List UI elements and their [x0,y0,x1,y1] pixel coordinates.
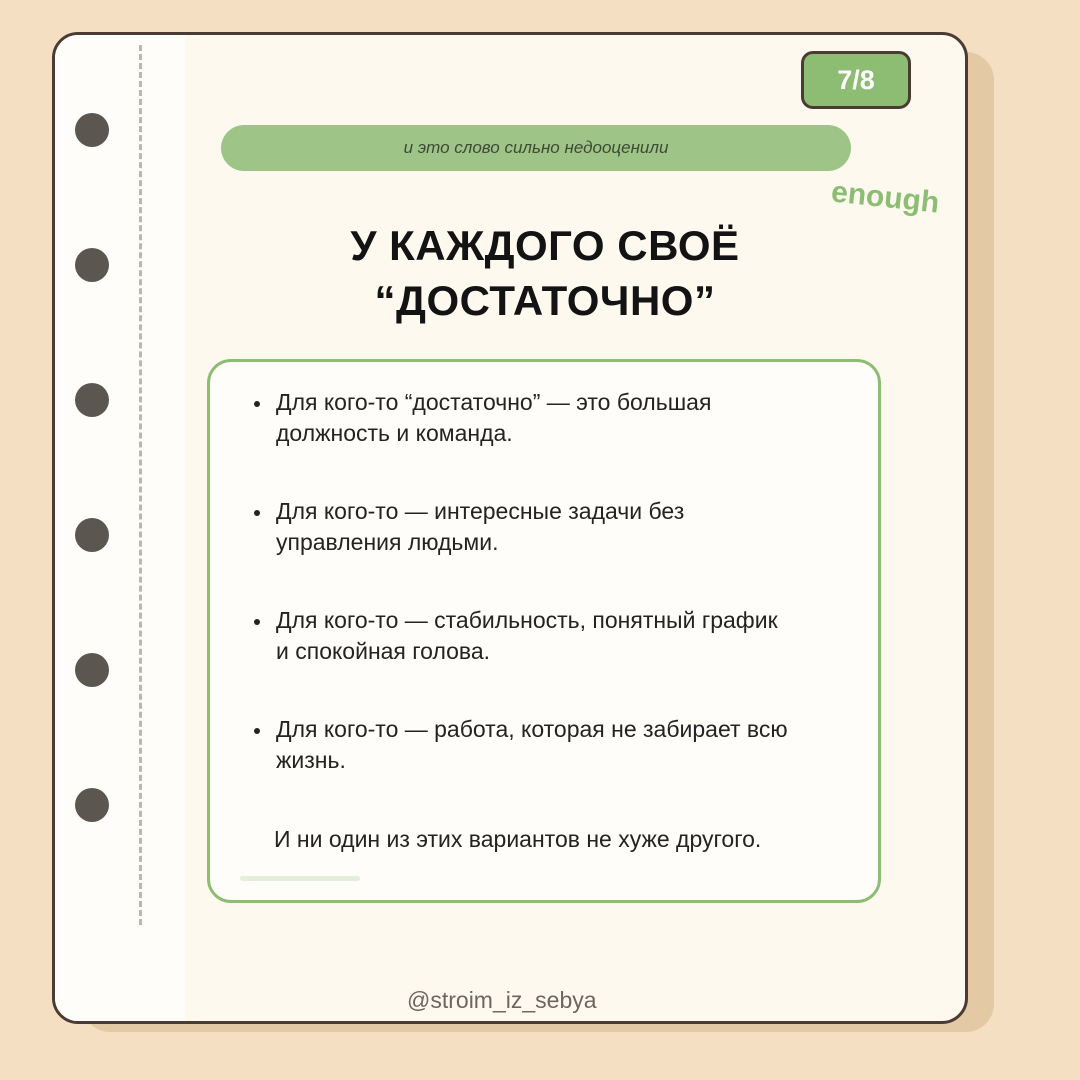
list-item-line: Для кого-то — работа, которая не забирает всю [276,716,788,742]
list-item-line: Для кого-то — стабильность, понятный график [276,607,778,633]
binder-hole-icon [75,518,109,552]
tagline: и это слово сильно недооценили [221,125,851,171]
bullet-list [254,387,854,823]
list-item [254,387,854,449]
list-item-line: должность и команда. [276,420,513,446]
title-line-2: “ДОСТАТОЧНО” [374,277,716,324]
conclusion-text: И ни один из этих вариантов не хуже другого. [274,826,762,852]
sticker-label: enough [829,175,941,220]
card-scrollbar[interactable] [240,876,360,881]
list-item [254,605,854,667]
notebook-page [52,32,968,1024]
list-item-line: Для кого-то — интересные задачи без [276,498,685,524]
author-handle: @stroim_iz_sebya [407,987,597,1013]
list-item-line: жизнь. [276,747,346,773]
content-card [207,359,881,903]
binder-hole-icon [75,113,109,147]
page-margin [55,35,185,1021]
binder-hole-icon [75,248,109,282]
binder-hole-icon [75,788,109,822]
list-item-line: и спокойная голова. [276,638,491,664]
list-item-line: управления людьми. [276,529,499,555]
list-item [254,714,854,776]
binder-hole-icon [75,383,109,417]
list-item-line: Для кого-то “достаточно” — это большая [276,389,712,415]
binder-hole-icon [75,653,109,687]
list-item [254,496,854,558]
page-counter: 7/8 [801,51,911,109]
title-line-1: У КАЖДОГО СВОЁ [350,222,740,269]
page-title [185,218,905,328]
perforation-line [139,45,142,925]
